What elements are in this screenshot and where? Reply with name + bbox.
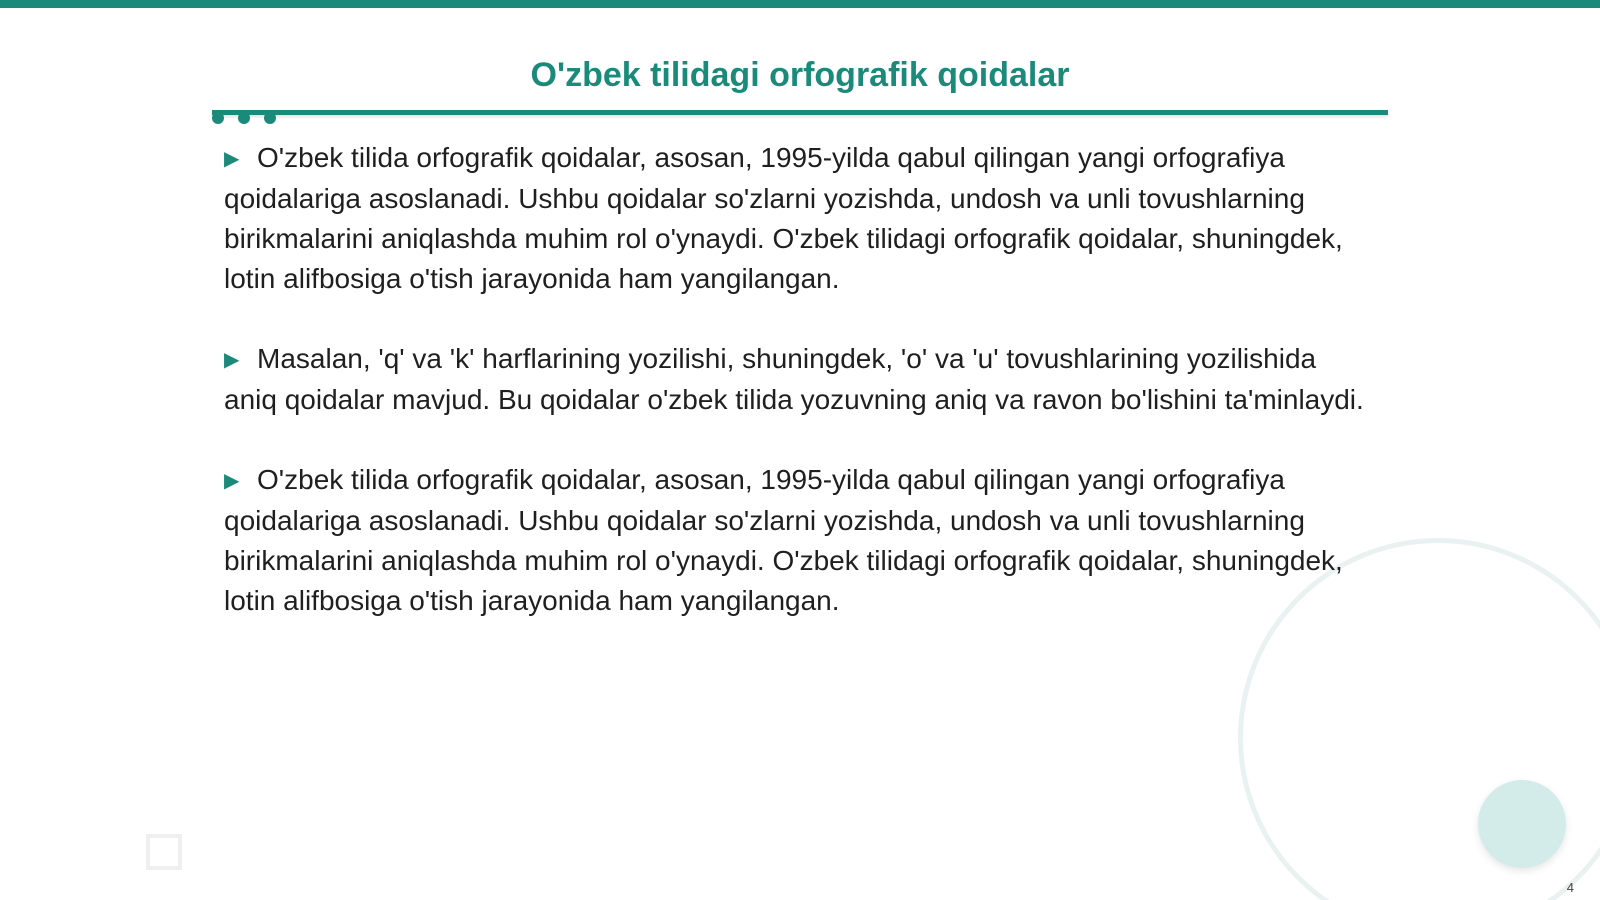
underline-dot (264, 112, 276, 124)
page-number: 4 (1566, 880, 1574, 895)
decorative-square (146, 834, 182, 870)
bullet-paragraph (224, 460, 1374, 621)
bullet-paragraph (224, 339, 1374, 420)
paragraph-text: O'zbek tilida orfografik qoidalar, asosan, 1995-yilda qabul qilingan yangi orfografiya qoidalariga asoslanadi. Ushbu qoidalar so'zlarni yozishda, undosh va unli tovushlarning birikmalarini aniqlashda muhim rol o'ynaydi. O'zbek tilidagi orfografik qoidalar, shuningdek, lotin alifbosiga o'tish jarayonida ham yangilangan. (224, 464, 1343, 616)
triangle-right-icon: ▶ (224, 349, 240, 371)
triangle-right-icon: ▶ (224, 148, 240, 170)
triangle-right-icon: ▶ (224, 470, 240, 492)
underline-dot (238, 112, 250, 124)
paragraph-text: Masalan, 'q' va 'k' harflarining yozilishi, shuningdek, 'o' va 'u' tovushlarining yozilishida aniq qoidalar mavjud. Bu qoidalar o'zbek tilida yozuvning aniq va ravon bo'lishini ta'minlaydi. (224, 343, 1364, 415)
top-accent-bar (0, 0, 1600, 8)
decorative-circle (1478, 780, 1566, 868)
title-underline (212, 110, 1388, 115)
bullet-paragraph (224, 138, 1374, 299)
slide-title: O'zbek tilidagi orfografik qoidalar (530, 56, 1070, 94)
paragraph-text: O'zbek tilida orfografik qoidalar, asosan, 1995-yilda qabul qilingan yangi orfografiya qoidalariga asoslanadi. Ushbu qoidalar so'zlarni yozishda, undosh va unli tovushlarning birikmalarini aniqlashda muhim rol o'ynaydi. O'zbek tilidagi orfografik qoidalar, shuningdek, lotin alifbosiga o'tish jarayonida ham yangilangan. (224, 142, 1343, 294)
underline-dot (212, 112, 224, 124)
slide-body (224, 138, 1374, 661)
